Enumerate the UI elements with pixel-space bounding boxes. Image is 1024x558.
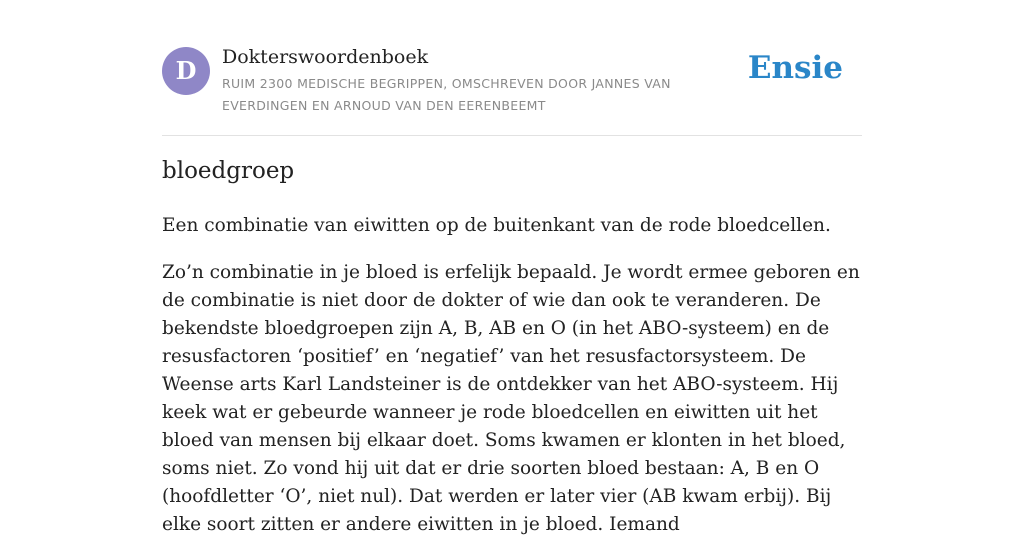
- dictionary-description: RUIM 2300 MEDISCHE BEGRIPPEN, OMSCHREVEN DOOR JANNES VAN EVERDINGEN EN ARNOUD VAN DEN EERENBEEMT: [222, 76, 671, 113]
- entry-content: [162, 212, 867, 558]
- entry-explanation: Zo’n combinatie in je bloed is erfelijk bepaald. Je wordt ermee geboren en de combinatie is niet door de dokter of wie dan ook te veranderen. De bekendste bloedgroepen zijn A, B, AB en O (in het ABO-systeem) en de resusfactoren ‘positief’ en ‘negatief’ van het resusfactorsysteem. De Weense arts Karl Landsteiner is de ontdekker van het ABO-systeem. Hij keek wat er gebeurde wanneer je rode bloedcellen en eiwitten uit het bloed van mensen bij elkaar doet. Soms kwamen er klonten in het bloed, soms niet. Zo vond hij uit dat er drie soorten bloed bestaan: A, B en O (hoofdletter ‘O’, niet nul). Dat werden er later vier (AB kwam erbij). Bij elke soort zitten er andere eiwitten in je bloed. Iemand: [162, 262, 860, 535]
- dictionary-avatar[interactable]: D: [162, 47, 210, 95]
- entry-definition: Een combinatie van eiwitten op de buitenkant van de rode bloedcellen.: [162, 215, 831, 236]
- ensie-logo-link[interactable]: Ensie: [747, 50, 843, 86]
- dictionary-name[interactable]: Dokterswoordenboek: [222, 46, 429, 68]
- dictionary-header: [162, 44, 862, 136]
- entry-term: bloedgroep: [162, 158, 295, 184]
